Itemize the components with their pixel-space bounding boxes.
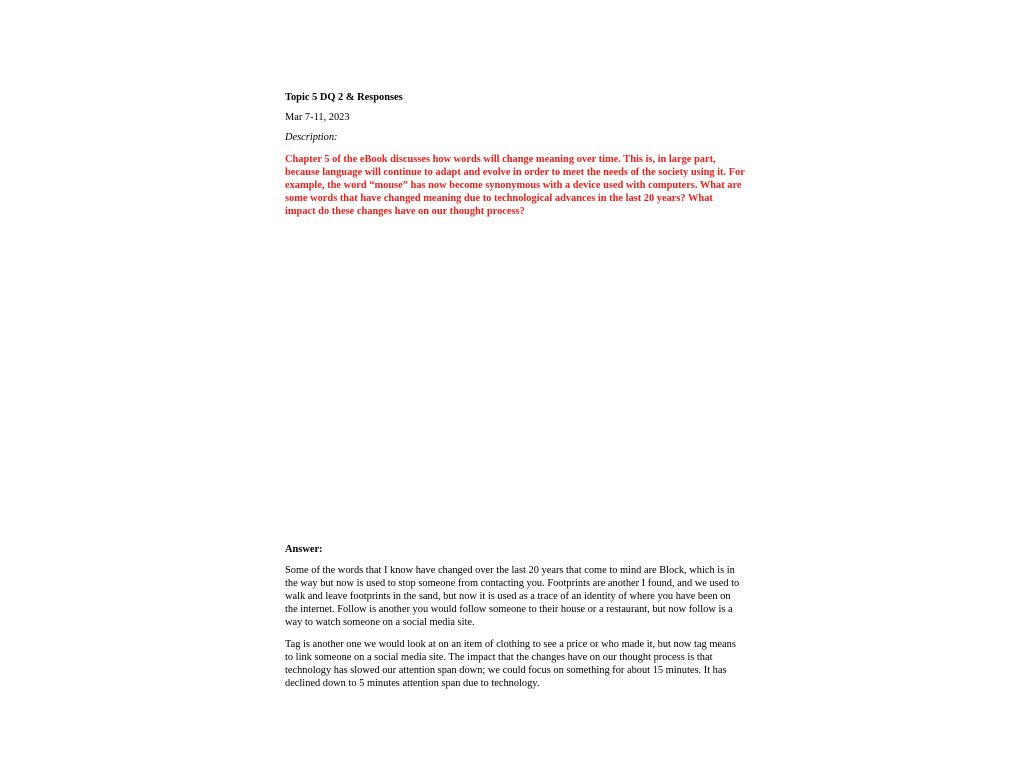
- answer-paragraph: Some of the words that I know have changed over the last 20 years that come to mind are Block, which is in the way but now is used to stop someone from contacting you. Footprints are another I found, and we used to walk and leave footprints in the sand, but now it is used as a trace of an identity of where you have been on the internet. Follow is another you would follow someone to their house or a restaurant, but now follow is a way to watch someone on a social media site.: [285, 565, 740, 628]
- document-title: Topic 5 DQ 2 & Responses: [285, 92, 403, 103]
- description-label: Description:: [285, 132, 338, 143]
- discussion-prompt: Chapter 5 of the eBook discusses how words will change meaning over time. This is, in large part, because language will continue to adapt and evolve in order to meet the needs of the society using it. For example, the word “mouse” has now become synonymous with a device used with computers. What are some words that have changed meaning due to technological advances in the last 20 years? What impact do these changes have on our thought process?: [285, 154, 745, 217]
- document-date: Mar 7-11, 2023: [285, 112, 350, 123]
- answer-label: Answer:: [285, 544, 323, 555]
- answer-paragraph: Tag is another one we would look at on an item of clothing to see a price or who made it, but now tag means to link someone on a social media site. The impact that the changes have on our thought process is that technology has slowed our attention span down; we could focus on something for about 15 minutes. It has declined down to 5 minutes attention span due to technology.: [285, 639, 736, 689]
